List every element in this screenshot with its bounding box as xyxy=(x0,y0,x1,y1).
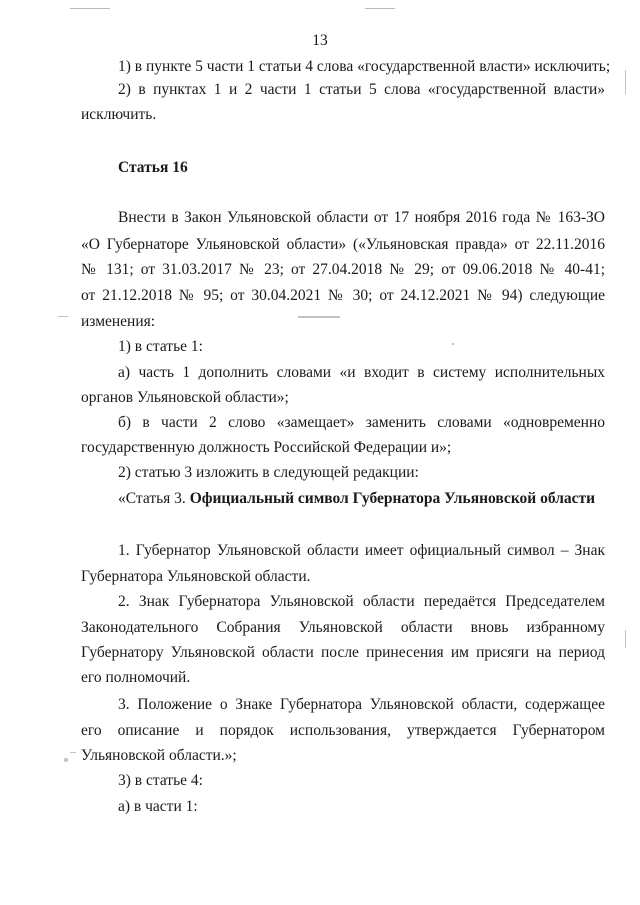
paragraph-line: органов Ульяновской области»; xyxy=(81,389,289,406)
paragraph-line: государственную должность Российской Федерации и»; xyxy=(81,439,452,456)
scan-speck xyxy=(298,316,340,318)
scan-artifact xyxy=(70,8,110,9)
paragraph-line: изменения: xyxy=(81,313,156,330)
scan-speck xyxy=(452,343,454,345)
paragraph-line: № 131; от 31.03.2017 № 23; от 27.04.2018 № 29; от 09.06.2018 № 40-41; xyxy=(81,261,605,278)
paragraph-line: Внести в Закон Ульяновской области от 17 ноября 2016 года № 163-ЗО xyxy=(118,209,605,226)
paragraph-line: б) в части 2 слово «замещает» заменить словами «одновременно xyxy=(118,414,605,431)
paragraph-line: а) часть 1 дополнить словами «и входит в систему исполнительных xyxy=(118,364,605,381)
article-heading: Статья 16 xyxy=(118,159,188,176)
scan-speck xyxy=(70,752,76,753)
page-number: 13 xyxy=(312,32,328,49)
paragraph-line: его полномочий. xyxy=(81,669,191,686)
paragraph-line: 2) статью 3 изложить в следующей редакции: xyxy=(118,464,419,481)
paragraph-line: 1) в пункте 5 части 1 статьи 4 слова «государственной власти» исключить; xyxy=(118,58,611,75)
paragraph-line: Законодательного Собрания Ульяновской области вновь избранному xyxy=(81,619,605,636)
paragraph-line: от 21.12.2018 № 95; от 30.04.2021 № 30; от 24.12.2021 № 94) следующие xyxy=(81,287,605,304)
quoted-article-title: Официальный символ Губернатора Ульяновской области xyxy=(189,490,596,507)
quoted-article-heading xyxy=(118,489,595,509)
paragraph-line: 3. Положение о Знаке Губернатора Ульяновской области, содержащее xyxy=(118,696,605,713)
paragraph-line: Губернатору Ульяновской области после принесения им присяги на период xyxy=(81,644,605,661)
scan-speck xyxy=(64,758,68,762)
paragraph-line: Ульяновской области.»; xyxy=(81,747,237,764)
paragraph-line: 1) в статье 1: xyxy=(118,338,203,355)
paragraph-line: исключить. xyxy=(81,106,157,123)
scan-artifact xyxy=(365,8,395,9)
paragraph-line: Губернатора Ульяновской области. xyxy=(81,568,311,585)
scan-speck xyxy=(625,70,626,94)
paragraph-line: его описание и порядок использования, утверждается Губернатором xyxy=(81,722,605,739)
paragraph-line: а) в части 1: xyxy=(118,798,198,815)
paragraph-line: 2. Знак Губернатора Ульяновской области передаётся Председателем xyxy=(118,593,605,610)
paragraph-line: 1. Губернатор Ульяновской области имеет официальный символ – Знак xyxy=(118,542,605,559)
quoted-article-prefix: «Статья 3. xyxy=(118,490,190,507)
paragraph-line: 2) в пунктах 1 и 2 части 1 статьи 5 слова «государственной власти» xyxy=(118,81,605,98)
paragraph-line: 3) в статье 4: xyxy=(118,772,203,789)
paragraph-line: «О Губернаторе Ульяновской области» («Ульяновская правда» от 22.11.2016 xyxy=(81,236,605,253)
scan-speck xyxy=(58,316,68,317)
scan-speck xyxy=(625,630,626,648)
